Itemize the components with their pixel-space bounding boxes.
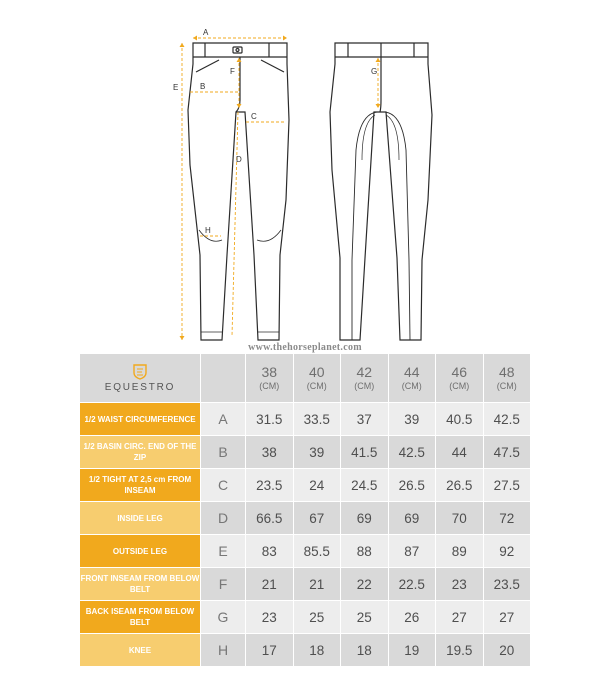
table-cell: 17 xyxy=(246,634,293,666)
table-cell: 23.5 xyxy=(484,568,531,600)
letter-header xyxy=(201,354,245,402)
table-cell: 85.5 xyxy=(294,535,341,567)
size-number: 44 xyxy=(403,364,420,380)
back-view xyxy=(330,43,432,340)
size-number: 38 xyxy=(261,364,278,380)
table-cell: 92 xyxy=(484,535,531,567)
table-cell: 66.5 xyxy=(246,502,293,534)
table-cell: 87 xyxy=(389,535,436,567)
table-cell: 18 xyxy=(341,634,388,666)
table-header-row xyxy=(80,354,530,402)
table-cell: 88 xyxy=(341,535,388,567)
table-cell: 40.5 xyxy=(436,403,483,435)
size-unit: (CM) xyxy=(496,381,517,391)
table-row xyxy=(80,634,530,666)
table-row xyxy=(80,403,530,435)
size-unit: (CM) xyxy=(259,381,280,391)
back-center-seam xyxy=(380,57,381,112)
measure-letter: D xyxy=(201,502,245,534)
table-cell: 41.5 xyxy=(341,436,388,468)
label-d: D xyxy=(236,155,242,164)
measure-letter: E xyxy=(201,535,245,567)
measure-label: BACK ISEAM FROM BELOW BELT xyxy=(80,601,200,633)
label-c: C xyxy=(251,112,257,121)
table-cell: 23 xyxy=(436,568,483,600)
table-cell: 39 xyxy=(294,436,341,468)
measure-letter: C xyxy=(201,469,245,501)
table-cell: 67 xyxy=(294,502,341,534)
table-cell: 70 xyxy=(436,502,483,534)
size-header-38 xyxy=(246,354,293,402)
shield-logo-icon xyxy=(133,364,147,380)
table-cell: 26.5 xyxy=(389,469,436,501)
table-cell: 27 xyxy=(484,601,531,633)
table-cell: 23 xyxy=(246,601,293,633)
size-number: 46 xyxy=(451,364,468,380)
table-cell: 21 xyxy=(294,568,341,600)
watermark: www.thehorseplanet.com xyxy=(248,342,362,353)
front-pocket-right xyxy=(261,60,284,72)
table-cell: 23.5 xyxy=(246,469,293,501)
size-header-46 xyxy=(436,354,483,402)
brand-name: EQUESTRO xyxy=(104,381,176,393)
label-g: G xyxy=(371,67,378,76)
measure-letter: H xyxy=(201,634,245,666)
back-inner-seat xyxy=(362,115,399,160)
table-cell: 22.5 xyxy=(389,568,436,600)
table-cell: 89 xyxy=(436,535,483,567)
label-f: F xyxy=(230,67,235,76)
table-cell: 26 xyxy=(389,601,436,633)
arrow-a-left xyxy=(193,36,197,41)
front-button-center xyxy=(236,49,239,52)
table-cell: 20 xyxy=(484,634,531,666)
measure-letter: A xyxy=(201,403,245,435)
table-row xyxy=(80,568,530,600)
arrow-e-bottom xyxy=(180,336,185,340)
measure-label: 1/2 WAIST CIRCUMFERENCE xyxy=(80,403,200,435)
label-b: B xyxy=(200,82,206,91)
measure-letter: F xyxy=(201,568,245,600)
size-unit: (CM) xyxy=(306,381,327,391)
measure-label: INSIDE LEG xyxy=(80,502,200,534)
brand-logo xyxy=(80,364,200,393)
back-grip-patch xyxy=(352,112,410,340)
arrow-f-top xyxy=(237,58,242,62)
label-h: H xyxy=(205,226,211,235)
table-cell: 83 xyxy=(246,535,293,567)
brand-cell xyxy=(80,354,200,402)
arrow-f-bottom xyxy=(237,104,242,108)
size-number: 48 xyxy=(498,364,515,380)
label-a: A xyxy=(203,28,209,37)
table-row xyxy=(80,601,530,633)
table-cell: 42.5 xyxy=(484,403,531,435)
arrow-a-right xyxy=(283,36,287,41)
size-header-44 xyxy=(389,354,436,402)
table-cell: 37 xyxy=(341,403,388,435)
size-unit: (CM) xyxy=(449,381,470,391)
measure-label: 1/2 BASIN CIRC. END OF THE ZIP xyxy=(80,436,200,468)
front-pocket-left xyxy=(196,60,219,72)
table-cell: 72 xyxy=(484,502,531,534)
table-cell: 25 xyxy=(294,601,341,633)
measure-letter: B xyxy=(201,436,245,468)
table-cell: 26.5 xyxy=(436,469,483,501)
size-chart-table xyxy=(79,353,531,667)
table-cell: 42.5 xyxy=(389,436,436,468)
table-cell: 22 xyxy=(341,568,388,600)
measure-label: OUTSIDE LEG xyxy=(80,535,200,567)
measure-label: FRONT INSEAM FROM BELOW BELT xyxy=(80,568,200,600)
table-row xyxy=(80,436,530,468)
table-cell: 39 xyxy=(389,403,436,435)
arrow-e-top xyxy=(180,43,185,47)
size-header-42 xyxy=(341,354,388,402)
size-unit: (CM) xyxy=(354,381,375,391)
table-cell: 33.5 xyxy=(294,403,341,435)
table-cell: 21 xyxy=(246,568,293,600)
label-e: E xyxy=(173,83,179,92)
table-cell: 69 xyxy=(341,502,388,534)
table-cell: 27 xyxy=(436,601,483,633)
table-cell: 25 xyxy=(341,601,388,633)
size-number: 42 xyxy=(356,364,373,380)
front-knee-right xyxy=(257,230,281,241)
measurement-labels xyxy=(173,28,377,235)
table-cell: 69 xyxy=(389,502,436,534)
size-unit: (CM) xyxy=(401,381,422,391)
table-cell: 24 xyxy=(294,469,341,501)
size-header-48 xyxy=(484,354,531,402)
size-number: 40 xyxy=(308,364,325,380)
size-header-40 xyxy=(294,354,341,402)
measure-label: KNEE xyxy=(80,634,200,666)
arrow-g-top xyxy=(376,58,381,62)
table-cell: 38 xyxy=(246,436,293,468)
table-cell: 31.5 xyxy=(246,403,293,435)
table-cell: 27.5 xyxy=(484,469,531,501)
table-row xyxy=(80,469,530,501)
table-cell: 19 xyxy=(389,634,436,666)
table-cell: 18 xyxy=(294,634,341,666)
measure-letter: G xyxy=(201,601,245,633)
table-row xyxy=(80,502,530,534)
table-cell: 47.5 xyxy=(484,436,531,468)
measure-label: 1/2 TIGHT AT 2,5 cm FROM INSEAM xyxy=(80,469,200,501)
arrow-g-bottom xyxy=(376,104,381,108)
table-cell: 24.5 xyxy=(341,469,388,501)
measure-d-line xyxy=(232,112,238,336)
table-row xyxy=(80,535,530,567)
table-cell: 44 xyxy=(436,436,483,468)
table-cell: 19.5 xyxy=(436,634,483,666)
